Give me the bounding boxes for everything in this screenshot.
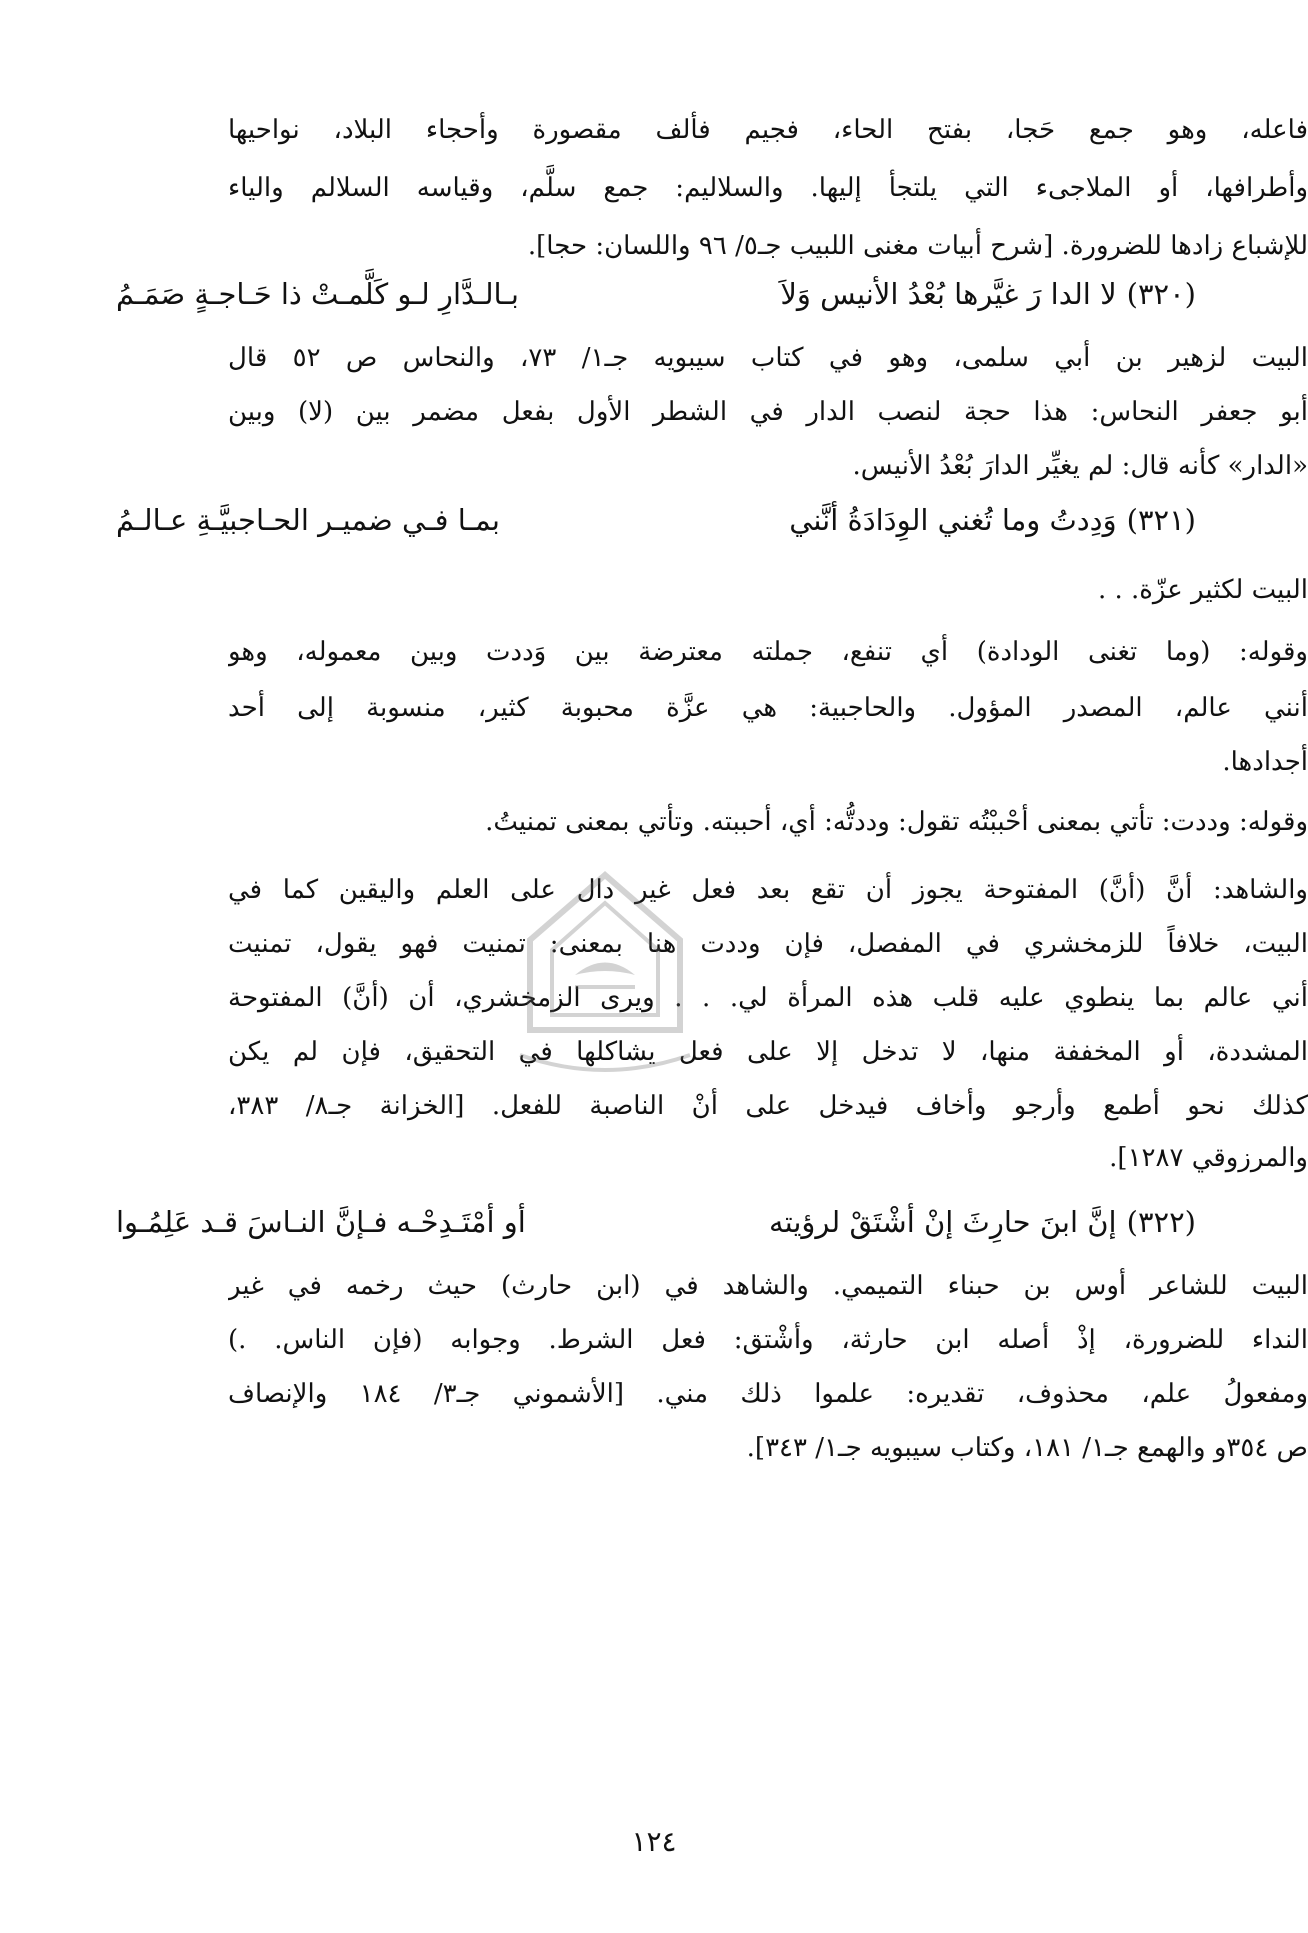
verse-hemistich-second: أو أمْتَـدِحْـه فـإنَّ النـاسَ قـد عَلِمُـوا [116,1205,526,1239]
watermark-emblem-icon [490,855,720,1085]
text-line: أجدادها. [1222,747,1308,777]
text-line: أبو جعفر النحاس: هذا حجة لنصب الدار في الشطر الأول بفعل مضمر بين (لا) وبين [228,397,1308,427]
text-line: البيت للشاعر أوس بن حبناء التميمي. والشاهد في (ابن حارث) حيث رخمه في غير [228,1271,1308,1301]
text-line: وقوله: وددت: تأتي بمعنى أحْببْتُه تقول: وددتُّه: أي، أحببته. وتأتي بمعنى تمنيتُ. [485,807,1308,837]
text-line: البيت لكثير عزّة. . . [1097,575,1308,605]
text-line: البيت، خلافاً للزمخشري في المفصل، فإن وددت هنا بمعنى: تمنيت فهو يقول، تمنيت [228,929,1308,959]
text-line: ومفعولُ علم، محذوف، تقديره: علموا ذلك مني. [الأشموني جـ٣/ ١٨٤ والإنصاف [228,1379,1308,1409]
text-line: للإشباع زادها للضرورة. [شرح أبيات مغنى اللبيب جـ٥/ ٩٦ واللسان: حجا]. [527,231,1308,261]
verse-number: (٣٢١) [1126,503,1196,537]
verse-322 [116,1192,1196,1252]
text-line: البيت لزهير بن أبي سلمى، وهو في كتاب سيبويه جـ١/ ٧٣، والنحاس ص ٥٢ قال [228,343,1308,373]
verse-hemistich-first: إنَّ ابنَ حارِثَ إنْ أشْتَقْ لرؤيته [769,1205,1117,1239]
text-line: النداء للضرورة، إذْ أصله ابن حارثة، وأشْتق: فعل الشرط. وجوابه (فإن الناس. .) [228,1325,1308,1355]
verse-hemistich-second: بمـا فـي ضميـر الحـاجبيَّـةِ عـالـمُ [116,503,500,537]
verse-hemistich-second: بـالـدَّارِ لـو كَلَّمـتْ ذا حَـاجـةٍ صَمَـمُ [116,277,519,311]
verse-hemistich-first: وَدِدتُ وما تُغني الوِدَادَةُ أنَّني [789,503,1117,537]
verse-number: (٣٢٠) [1126,277,1196,311]
text-line: كذلك نحو أطمع وأرجو وأخاف فيدخل على أنْ الناصبة للفعل. [الخزانة جـ٨/ ٣٨٣، [228,1091,1308,1121]
text-line: ص ٣٥٤و والهمع جـ١/ ١٨١، وكتاب سيبويه جـ١/ ٣٤٣]. [746,1433,1308,1463]
text-line: أني عالم بما ينطوي عليه قلب هذه المرأة لي. . . ويرى الزمخشري، أن (أنَّ) المفتوحة [228,983,1308,1013]
text-line: أنني عالم، المصدر المؤول. والحاجبية: هي عزَّة محبوبة كثير، منسوبة إلى أحد [228,693,1308,723]
verse-hemistich-first: لا الدا رَ غيَّرها بُعْدُ الأنيس وَلاَ [780,277,1117,311]
text-line: والشاهد: أنَّ (أنَّ) المفتوحة يجوز أن تقع بعد فعل غير دال على العلم واليقين كما في [228,875,1308,905]
text-line: المشددة، أو المخففة منها، لا تدخل إلا على فعل يشاكلها في التحقيق، فإن لم يكن [228,1037,1308,1067]
verse-320 [116,264,1196,324]
text-line: فاعله، وهو جمع حَجا، بفتح الحاء، فجيم فألف مقصورة وأحجاء البلاد، نواحيها [228,115,1308,145]
page-number: ١٢٤ [631,1825,677,1858]
verse-number: (٣٢٢) [1126,1205,1196,1239]
text-line: وأطرافها، أو الملاجىء التي يلتجأ إليها. والسلاليم: جمع سلَّم، وقياسه السلالم والياء [228,173,1308,203]
text-line: والمرزوقي ١٢٨٧]. [1109,1143,1308,1173]
text-line: «الدار» كأنه قال: لم يغيِّر الدارَ بُعْدُ الأنيس. [852,451,1308,481]
text-line: وقوله: (وما تغنى الودادة) أي تنفع، جملته معترضة بين وَددت وبين معموله، وهو [228,637,1308,667]
verse-321 [116,490,1196,550]
